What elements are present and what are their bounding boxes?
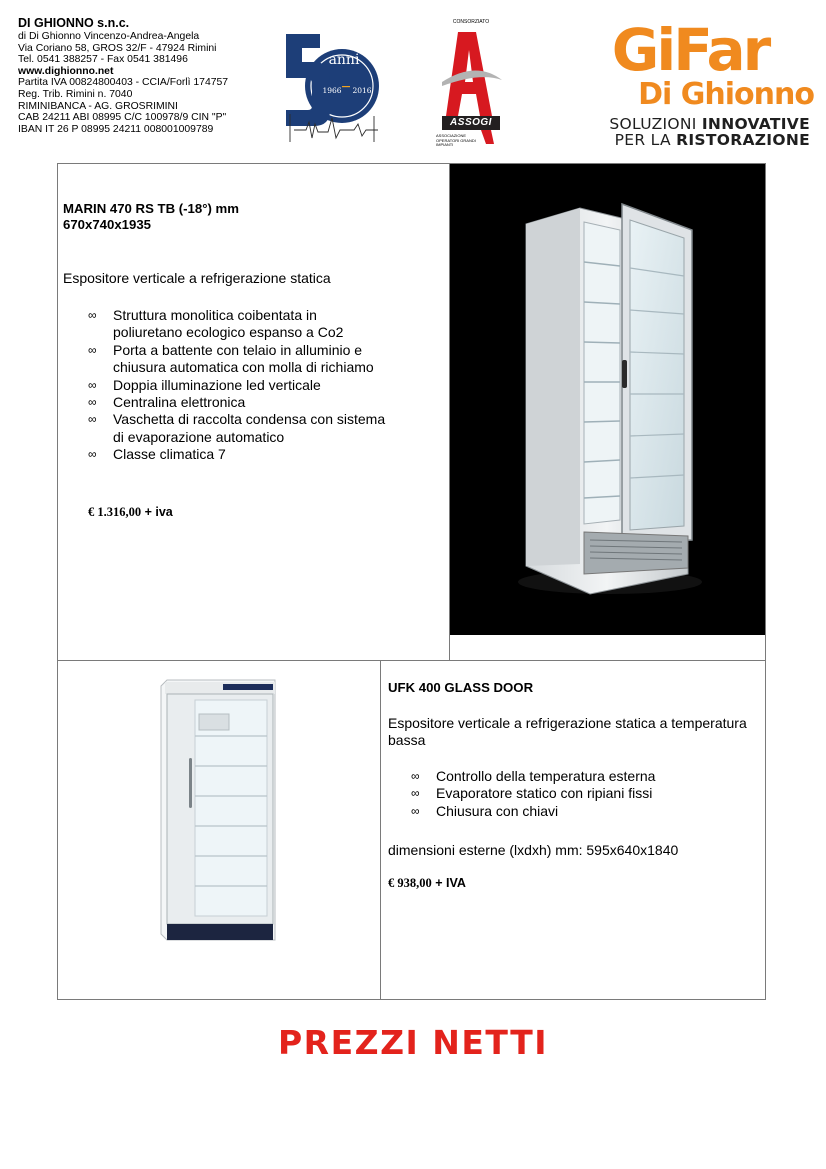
product-1-price: € 1.316,00 + iva — [88, 505, 173, 519]
gifar-subbrand: Di Ghionno — [638, 77, 814, 112]
feature-item: ∞ Centralina elettronica — [88, 394, 246, 411]
anniversary-year-end: 2016 — [352, 86, 372, 95]
anniversary-word: anni — [328, 52, 360, 68]
infinity-bullet-icon: ∞ — [88, 447, 97, 462]
feature-item: ∞ Vaschetta di raccolta condensa con sistema di evaporazione automatico — [88, 411, 386, 445]
product-1-description: Espositore verticale a refrigerazione statica — [63, 270, 331, 286]
company-owners: di Di Ghionno Vincenzo-Andrea-Angela — [18, 31, 200, 42]
infinity-bullet-icon: ∞ — [88, 395, 97, 410]
company-phone: Tel. 0541 388257 - Fax 0541 381496 — [18, 54, 188, 66]
anniversary-logo — [284, 26, 380, 146]
feature-item: ∞ Evaporatore statico con ripiani fissi — [411, 785, 653, 802]
company-website[interactable]: www.dighionno.net — [18, 65, 114, 77]
company-vat: Partita IVA 00824800403 - CCIA/Forlì 174757 — [18, 77, 229, 89]
product-2-price: € 938,00 + IVA — [388, 876, 466, 890]
infinity-bullet-icon: ∞ — [411, 786, 420, 801]
gifar-tagline-2: PER LA RISTORAZIONE — [614, 131, 810, 149]
product-2-dimensions: dimensioni esterne (lxdxh) mm: 595x640x1840 — [388, 842, 679, 858]
product-2-title: UFK 400 GLASS DOOR — [388, 680, 534, 695]
company-name: DI GHIONNO s.n.c. — [18, 16, 130, 30]
infinity-bullet-icon: ∞ — [411, 803, 420, 818]
gifar-brand: GiFar — [611, 16, 769, 84]
door-handle-icon — [622, 360, 627, 388]
assogi-logo — [436, 20, 506, 148]
door-handle-icon — [189, 758, 192, 808]
product-2-photo — [153, 678, 283, 950]
product-1-title: MARIN 470 RS TB (-18°) mm 670x740x1935 — [63, 201, 240, 232]
company-bank-codes: CAB 24211 ABI 08995 C/C 100978/9 CIN "P" — [18, 112, 227, 124]
control-panel-icon — [223, 684, 273, 690]
company-iban: IBAN IT 26 P 08995 24211 008001009789 — [18, 123, 214, 135]
product-1-features — [88, 307, 388, 464]
infinity-bullet-icon: ∞ — [88, 308, 97, 322]
feature-item: ∞ Controllo della temperatura esterna — [411, 768, 656, 784]
infinity-bullet-icon: ∞ — [88, 377, 97, 392]
freezer-upright-image — [450, 164, 765, 635]
gifar-tagline-1: SOLUZIONI INNOVATIVE — [609, 115, 810, 133]
infinity-bullet-icon: ∞ — [88, 342, 97, 357]
feature-item: ∞ Doppia illuminazione led verticale — [88, 376, 321, 393]
product-2-features — [411, 768, 751, 820]
gifar-logo — [566, 16, 814, 150]
company-address: Via Coriano 58, GROS 32/F - 47924 Rimini — [18, 42, 217, 54]
infinity-bullet-icon: ∞ — [411, 769, 420, 783]
product-2-description: Espositore verticale a refrigerazione statica a temperatura bassa — [388, 715, 747, 748]
infinity-bullet-icon: ∞ — [88, 412, 97, 427]
company-info — [18, 16, 280, 135]
anniversary-logo-graphic — [284, 26, 380, 146]
product-1-photo — [450, 164, 765, 635]
column-divider-row-2 — [380, 660, 381, 1000]
feature-item: ∞ Struttura monolitica coibentata in poliuretano ecologico espanso a Co2 — [88, 307, 344, 341]
freezer-glass-door-image — [153, 678, 283, 950]
feature-item: ∞ Porta a battente con telaio in alluminio e chiusura automatica con molla di richiamo — [88, 341, 374, 376]
company-registry: Reg. Trib. Rimini n. 7040 — [18, 88, 133, 100]
assogi-word: ASSOGI — [442, 116, 500, 130]
assogi-top-label: CONSORZIATO — [452, 19, 490, 25]
row-divider — [57, 660, 766, 661]
company-bank: RIMINIBANCA - AG. GROSRIMINI — [18, 100, 178, 112]
feature-item: ∞ Classe climatica 7 — [88, 446, 226, 463]
feature-item: ∞ Chiusura con chiavi — [411, 802, 559, 819]
net-prices-banner: PREZZI NETTI — [278, 1023, 548, 1062]
anniversary-year-start: 1966 — [322, 86, 342, 95]
assogi-bottom-label: ASSOCIAZIONE OPERATORI GRANDI IMPIANTI — [436, 133, 476, 147]
